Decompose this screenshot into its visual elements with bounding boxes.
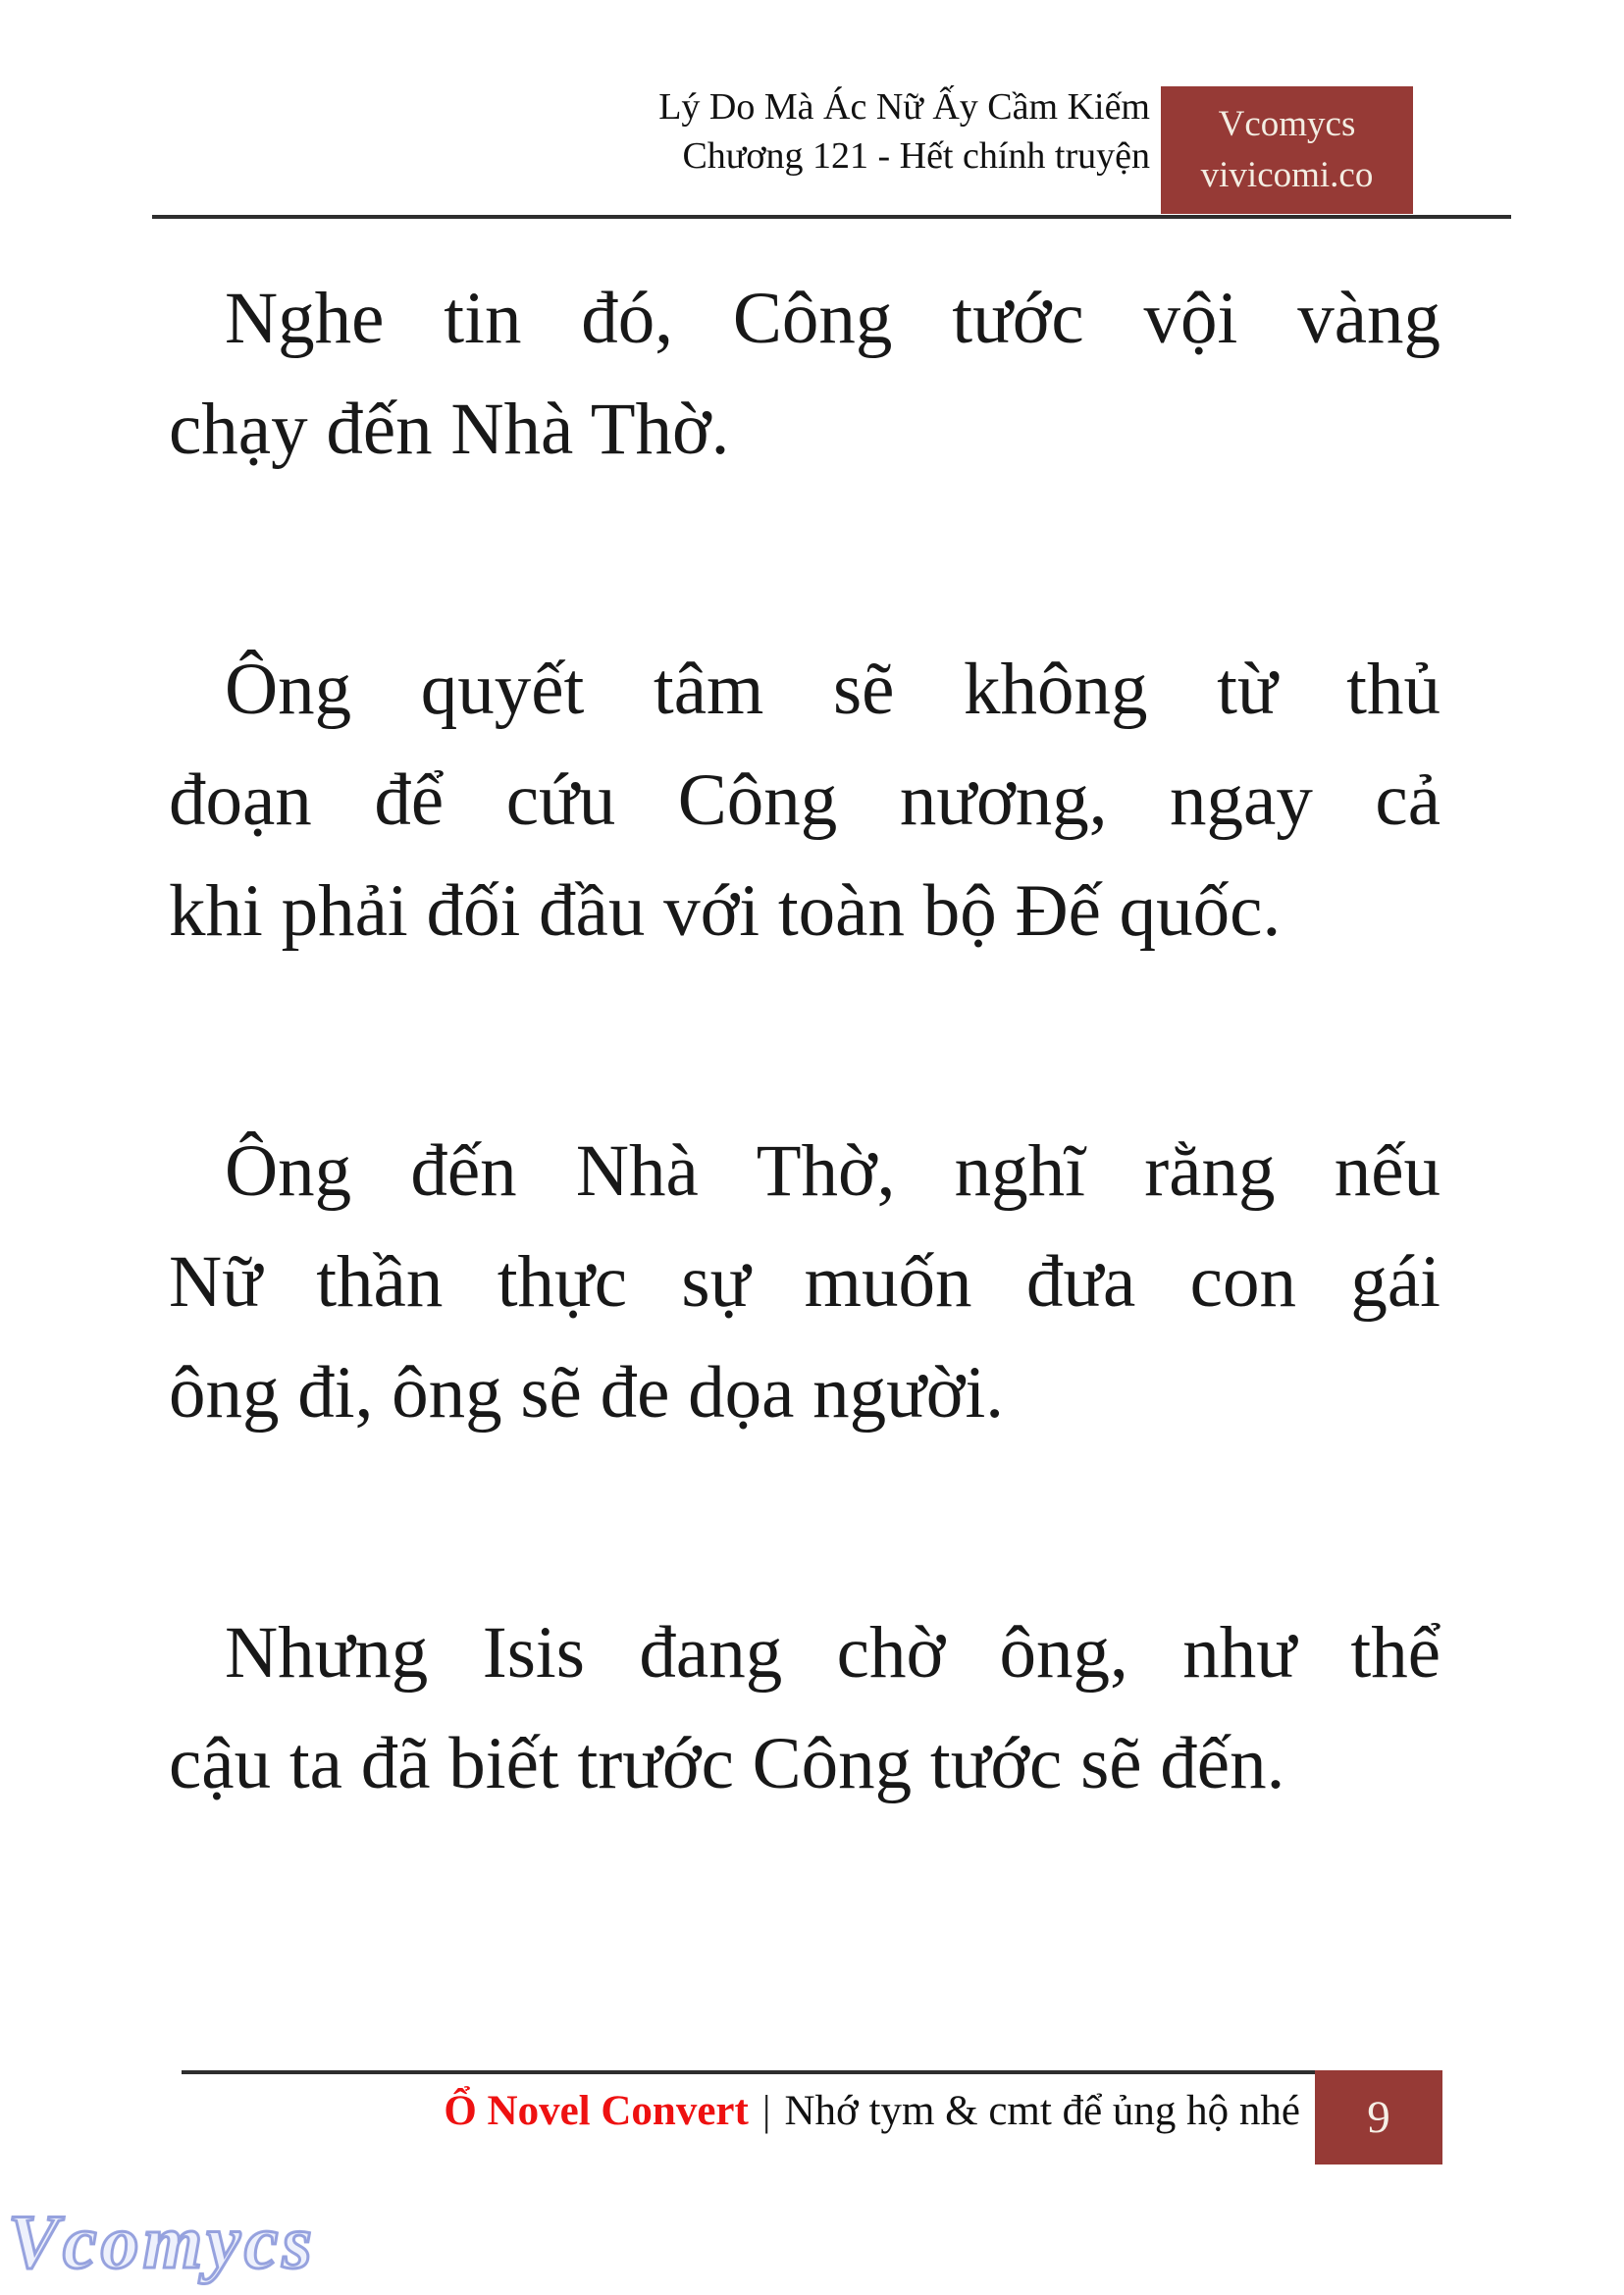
chapter-text	[169, 263, 1441, 1968]
footer-separator: |	[761, 2088, 771, 2134]
paragraph	[169, 1116, 1441, 1448]
text-line: Nữ thần thực sự muốn đưa con gái	[169, 1241, 1441, 1323]
brand-site[interactable]: vivicomi.co	[1200, 155, 1374, 195]
header-divider	[152, 215, 1511, 219]
chapter-title: Chương 121 - Hết chính truyện	[682, 135, 1150, 177]
page-header	[658, 82, 1150, 181]
paragraph	[169, 1597, 1441, 1819]
text-line: khi phải đối đầu với toàn bộ Đế quốc.	[169, 870, 1282, 952]
paragraph	[169, 634, 1441, 966]
text-line: đoạn để cứu Công nương, ngay cả	[169, 759, 1441, 841]
series-title: Lý Do Mà Ác Nữ Ấy Cầm Kiếm	[658, 86, 1150, 128]
footer-note: Nhớ tym & cmt để ủng hộ nhé	[784, 2088, 1300, 2134]
vcomycs-watermark: Vcomycs	[8, 2199, 316, 2284]
page-number-box	[1315, 2070, 1442, 2165]
text-line: Nghe tin đó, Công tước vội vàng	[225, 278, 1441, 359]
text-line: Ông đến Nhà Thờ, nghĩ rằng nếu	[225, 1130, 1441, 1212]
brand-box	[1161, 86, 1413, 214]
text-line: ông đi, ông sẽ đe dọa người.	[169, 1352, 1005, 1434]
text-line: Nhưng Isis đang chờ ông, như thể	[225, 1612, 1441, 1694]
text-line: Ông quyết tâm sẽ không từ thủ	[225, 649, 1441, 730]
footer-divider	[182, 2070, 1442, 2074]
page-footer	[444, 2082, 1300, 2141]
page-number: 9	[1367, 2092, 1390, 2143]
text-line: chạy đến Nhà Thờ.	[169, 389, 730, 470]
footer-brand: Ổ Novel Convert	[444, 2088, 749, 2134]
paragraph	[169, 263, 1441, 485]
brand-name: Vcomycs	[1218, 104, 1356, 144]
text-line: cậu ta đã biết trước Công tước sẽ đến.	[169, 1723, 1285, 1804]
